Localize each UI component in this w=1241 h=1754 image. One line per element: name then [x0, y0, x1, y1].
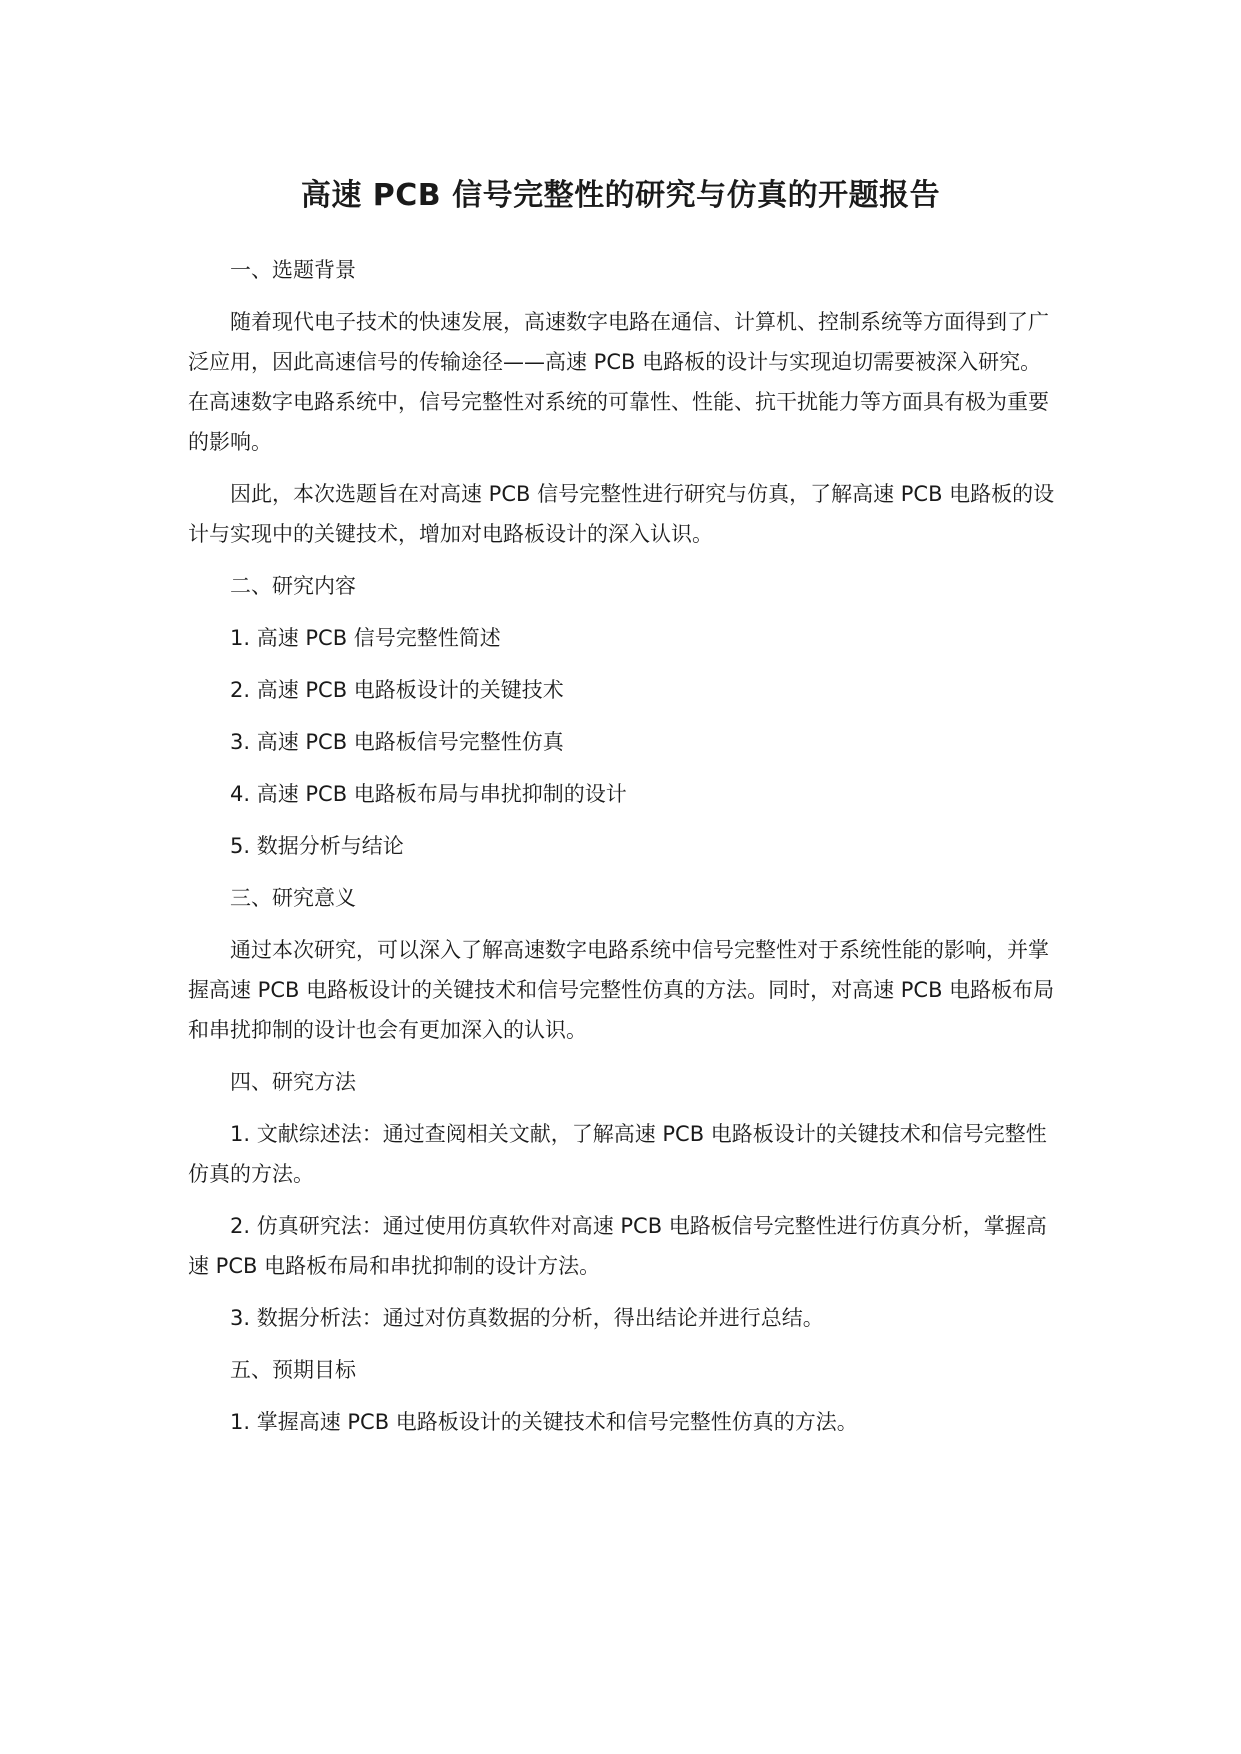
list-item-content-5: 5. 数据分析与结论 [230, 834, 404, 858]
list-item-method-2: 2. 仿真研究法：通过使用仿真软件对高速 PCB 电路板信号完整性进行仿真分析，掌握高速 PCB 电路板布局和串扰抑制的设计方法。 [188, 1214, 1047, 1278]
list-item-content-2: 2. 高速 PCB 电路板设计的关键技术 [230, 678, 564, 702]
paragraph-purpose: 因此，本次选题旨在对高速 PCB 信号完整性进行研究与仿真，了解高速 PCB 电路板的设计与实现中的关键技术，增加对电路板设计的深入认识。 [188, 482, 1055, 546]
paragraph-significance: 通过本次研究，可以深入了解高速数字电路系统中信号完整性对于系统性能的影响，并掌握高速 PCB 电路板设计的关键技术和信号完整性仿真的方法。同时，对高速 PCB 电路板布局和串扰抑制的设计也会有更加深入的认识。 [188, 938, 1055, 1042]
list-item-content-1: 1. 高速 PCB 信号完整性简述 [230, 626, 501, 650]
section-heading-content: 二、研究内容 [230, 574, 356, 598]
document-title: 高速 PCB 信号完整性的研究与仿真的开题报告 [300, 178, 941, 213]
list-item-method-1: 1. 文献综述法：通过查阅相关文献，了解高速 PCB 电路板设计的关键技术和信号完整性仿真的方法。 [188, 1122, 1047, 1186]
body-text [188, 250, 1060, 1454]
section-heading-significance: 三、研究意义 [230, 886, 356, 910]
list-item-goal-1: 1. 掌握高速 PCB 电路板设计的关键技术和信号完整性仿真的方法。 [230, 1410, 858, 1434]
list-item-content-4: 4. 高速 PCB 电路板布局与串扰抑制的设计 [230, 782, 627, 806]
list-item-content-3: 3. 高速 PCB 电路板信号完整性仿真 [230, 730, 564, 754]
paragraph-background: 随着现代电子技术的快速发展，高速数字电路在通信、计算机、控制系统等方面得到了广泛应用，因此高速信号的传输途径——高速 PCB 电路板的设计与实现迫切需要被深入研究。在高速数字电路系统中，信号完整性对系统的可靠性、性能、抗干扰能力等方面具有极为重要的影响。 [188, 310, 1049, 454]
section-heading-goals: 五、预期目标 [230, 1358, 356, 1382]
section-heading-background: 一、选题背景 [230, 258, 356, 282]
list-item-method-3: 3. 数据分析法：通过对仿真数据的分析，得出结论并进行总结。 [230, 1306, 824, 1330]
section-heading-methods: 四、研究方法 [230, 1070, 356, 1094]
